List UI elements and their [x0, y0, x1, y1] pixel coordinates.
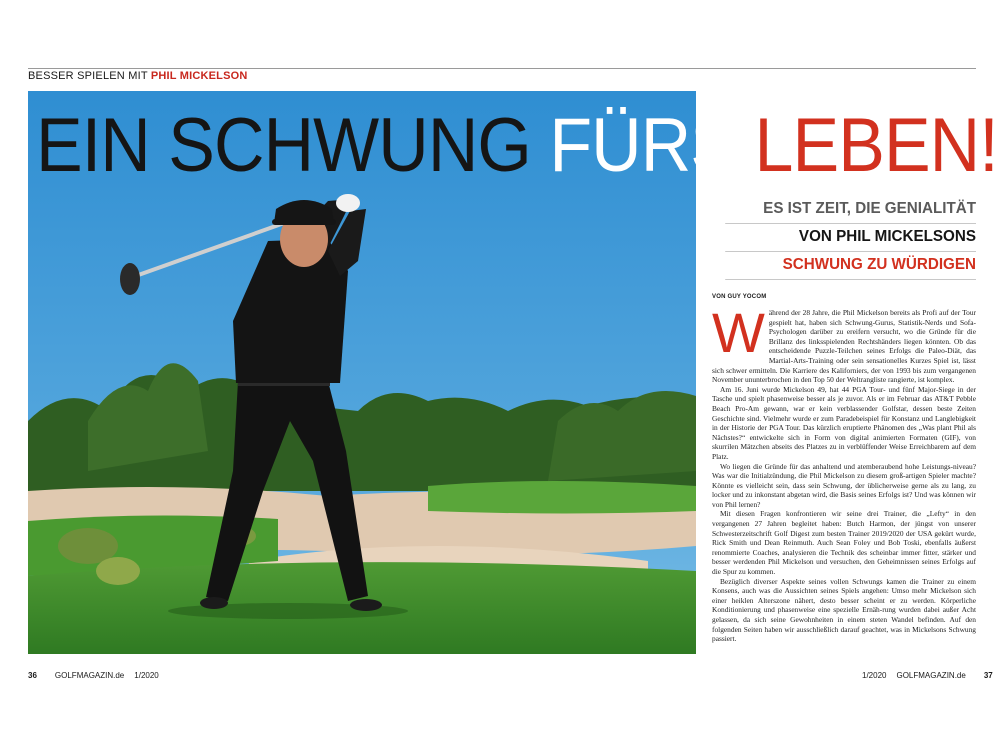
article-paragraph-1 [712, 301, 976, 385]
deck-line-3: SCHWUNG ZU WÜRDIGEN [725, 252, 976, 280]
magazine-name-left: GOLFMAGAZIN.de [54, 671, 125, 680]
issue-right: 1/2020 [862, 671, 887, 680]
article-paragraph: Bezüglich diverser Aspekte seines vollen Schwungs kamen die Trainer zu einem Konsens, auch was die Aussichten seines Spiels angehen: Umso mehr Mickelson sich einer heiklen Alterszone nähert, desto besser scheint er zu werden. Körperliche Konditionierung und phasenweise eine spezielle Ernäh-rung wurden dabei außer Acht gelassen, da sich seine Gewohnheiten in einem steten Wandel befinden. Auf den folgenden Seiten haben wir ausschließlich darauf geachtet, was in Mickelsons Schwung passiert. [712, 576, 976, 644]
deck-line-1: ES IST ZEIT, DIE GENIALITÄT [725, 196, 976, 224]
footer-right [862, 671, 993, 680]
magazine-name-right: GOLFMAGAZIN.de [896, 671, 966, 680]
article-paragraph: Mit diesen Fragen konfrontieren wir seine drei Trainer, die „Lefty“ in den vergangenen 27 Jahren begleitet haben: Butch Harmon, der jüngst von unserer Schwesterzeitschrift Golf Digest zum besten Trainer 2019/2020 der USA gekürt wurde, Rick Smith und Dean Reinmuth. Auch Sean Foley und Bob Toski, ebenfalls äußerst renommierte Coaches, analysieren die Technik des scheinbar immer fitter, stärker und besser werdenden Phil Mickelson und versuchen, den Geheimnissen seines Erfolgs auf die Spur zu kommen. [712, 509, 976, 577]
article-paragraph: Am 16. Juni wurde Mickelson 49, hat 44 PGA Tour- und fünf Major-Siege in der Tasche und spielt phasenweise besser als je zuvor. Als er im Februar das AT&T Pebble Beach Pro-Am gewann, war er kein verblassender Golfstar, dessen beste Zeiten Geschichte sind. Vielmehr wurde er zum Paradebeispiel für Konstanz und Langlebigkeit in der Historie der PGA Tour. Das kürzlich eruptierte Phänomen des „Was plant Phil als Nächstes?“ entwickelte sich in Form von digital animierten Formaten (GIF), von skurrilen Mätzchen abseits des Platzes zu in verblüffender Weise Erreichbarem auf dem Platz. [712, 384, 976, 461]
first-paragraph-text: ährend der 28 Jahre, die Phil Mickelson bereits als Profi auf der Tour gespielt hat, haben sich Schwung-Gurus, Statistik-Nerds und Sofa-Psychologen darüber zu ereifern versucht, wo die Gründe für die Brillanz des linksspielenden Rechtshänders liegen könnten. Ob das entscheidende Puzzle-Teilchen seines Erfolgs die Paleo-Diät, das Martial-Arts-Training oder sein sensationelles Kurzes Spiel ist, lässt sich schwer ermitteln. Die Karriere des Kaliforniers, der von 1993 bis zum vergangenen November ununterbrochen in den Top 50 der Weltrangliste rangierte, ist komplex. [712, 308, 976, 385]
issue-left: 1/2020 [134, 671, 159, 680]
footer-left [28, 671, 159, 680]
headline-word-3: LEBEN! [754, 103, 998, 188]
article-body [712, 301, 976, 644]
kicker-prefix: BESSER SPIELEN MIT [28, 70, 148, 82]
drop-cap: W [712, 301, 765, 364]
headline-word-2: FÜRS [549, 103, 737, 188]
subheadline-deck [712, 196, 976, 280]
headline [36, 103, 998, 188]
headline-word-1: EIN SCHWUNG [36, 103, 531, 188]
deck-line-2: VON PHIL MICKELSONS [725, 224, 976, 252]
page-number-left: 36 [28, 671, 37, 680]
kicker-name: PHIL MICKELSON [150, 70, 248, 82]
top-rule [28, 68, 976, 69]
section-kicker [28, 70, 248, 82]
article-paragraph: Wo liegen die Gründe für das anhaltend und atemberaubend hohe Leistungs-niveau? Was war die Initialzündung, die Phil Mickelson zu diesem groß-artigen Spieler machte? Könnte es vielleicht sein, dass sein Schwung, der üblicherweise gerne als zu lang, zu locker und zu inkonstant abgetan wird, die Basis seines Erfolgs ist? Und was können wir von Phil lernen? [712, 461, 976, 509]
page-number-right: 37 [983, 671, 993, 680]
byline: VON GUY YOCOM [712, 294, 767, 300]
